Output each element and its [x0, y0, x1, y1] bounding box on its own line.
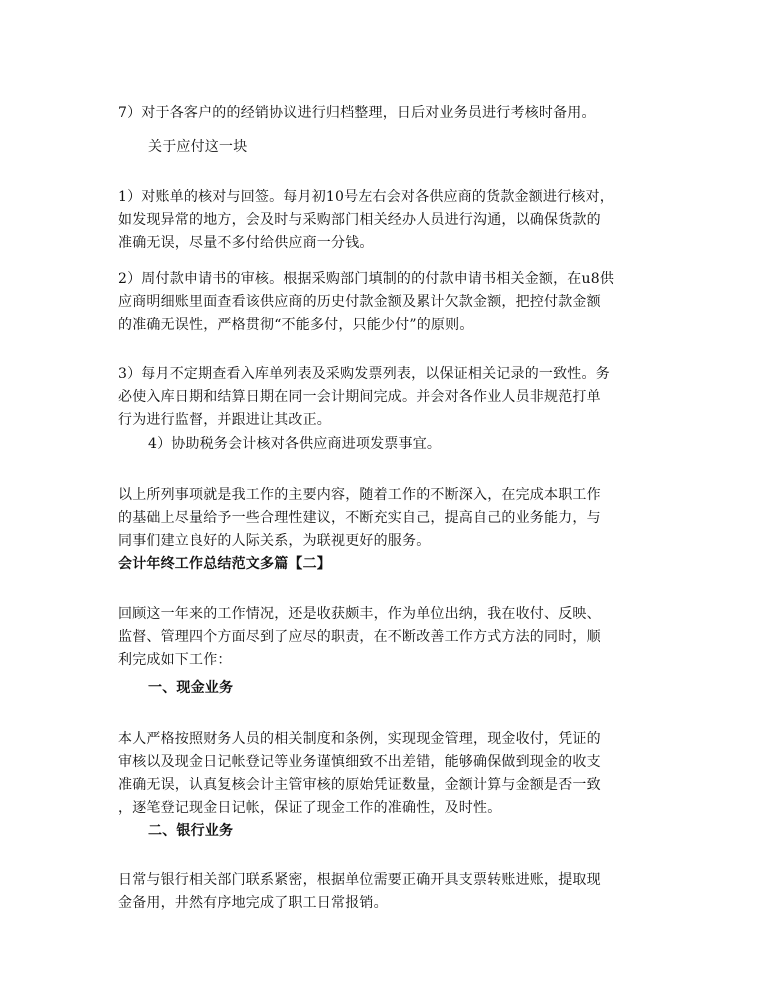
paragraph-payment-review — [118, 268, 658, 337]
text-line: 审核以及现金日记帐登记等业务谨慎细致不出差错，能够确保做到现金的收支 — [118, 754, 601, 770]
text-line: 会计年终工作总结范文多篇【二】 — [118, 556, 331, 572]
text-line: 二、银行业务 — [148, 823, 234, 839]
text-line: 以上所列事项就是我工作的主要内容，随着工作的不断深入，在完成本职工作 — [118, 487, 601, 503]
text-line: 的基础上尽量给予一些合理性建议，不断充实自己，提高自己的业务能力，与 — [118, 510, 601, 526]
paragraph-bank-business — [118, 869, 658, 915]
text-line: 行为进行监督，并跟进让其改正。 — [118, 412, 331, 428]
text-line: 3）每月不定期查看入库单列表及采购发票列表，以保证相关记录的一致性。务 — [118, 366, 610, 382]
text-line: 同事们建立良好的人际关系，为联视更好的服务。 — [118, 533, 431, 549]
text-line: 监督、管理四个方面尽到了应尽的职责，在不断改善工作方式方法的同时，顺 — [118, 629, 601, 645]
paragraph-7-archive — [118, 102, 658, 125]
paragraph-statement-reconciliation — [118, 186, 658, 255]
text-line: 7）对于各客户的的经销协议进行归档整理，日后对业务员进行考核时备用。 — [118, 105, 596, 121]
text-line: 回顾这一年来的工作情况，还是收获颇丰，作为单位出纳，我在收付、反映、 — [118, 606, 601, 622]
text-line: 准确无误，认真复核会计主管审核的原始凭证数量，金额计算与金额是否一致 — [118, 777, 601, 793]
paragraph-receipt-check — [118, 363, 658, 432]
paragraph-cash-business — [118, 728, 658, 820]
text-line: ，逐笔登记现金日记帐，保证了现金工作的准确性，及时性。 — [118, 800, 502, 816]
text-line: 4）协助税务会计核对各供应商进项发票事宜。 — [148, 436, 442, 452]
text-line: 2）周付款申请书的审核。根据采购部门填制的的付款申请书相关金额，在u8供 — [118, 271, 615, 287]
paragraph-tax-invoice — [148, 433, 658, 456]
text-line: 1）对账单的核对与回签。每月初10号左右会对各供应商的货款金额进行核对， — [118, 189, 614, 205]
text-line: 一、现金业务 — [148, 680, 234, 696]
text-line: 利完成如下工作： — [118, 652, 232, 668]
text-line: 的准确无误性，严格贯彻“不能多付，只能少付”的原则。 — [118, 317, 474, 333]
paragraph-summary — [118, 484, 658, 553]
text-line: 金备用，井然有序地完成了职工日常报销。 — [118, 895, 388, 911]
subheading-cash — [148, 677, 658, 700]
text-line: 关于应付这一块 — [148, 139, 248, 155]
subheading-payables — [148, 136, 658, 159]
section-heading — [118, 553, 658, 576]
text-line: 准确无误，尽量不多付给供应商一分钱。 — [118, 235, 374, 251]
text-line: 应商明细账里面查看该供应商的历史付款金额及累计欠款金额，把控付款金额 — [118, 294, 601, 310]
subheading-bank — [148, 820, 658, 843]
text-line: 本人严格按照财务人员的相关制度和条例，实现现金管理，现金收付，凭证的 — [118, 731, 601, 747]
text-line: 日常与银行相关部门联系紧密，根据单位需要正确开具支票转账进账，提取现 — [118, 872, 601, 888]
text-line: 如发现异常的地方，会及时与采购部门相关经办人员进行沟通，以确保货款的 — [118, 212, 601, 228]
paragraph-review-year — [118, 603, 658, 672]
text-line: 必使入库日期和结算日期在同一会计期间完成。并会对各作业人员非规范打单 — [118, 389, 601, 405]
